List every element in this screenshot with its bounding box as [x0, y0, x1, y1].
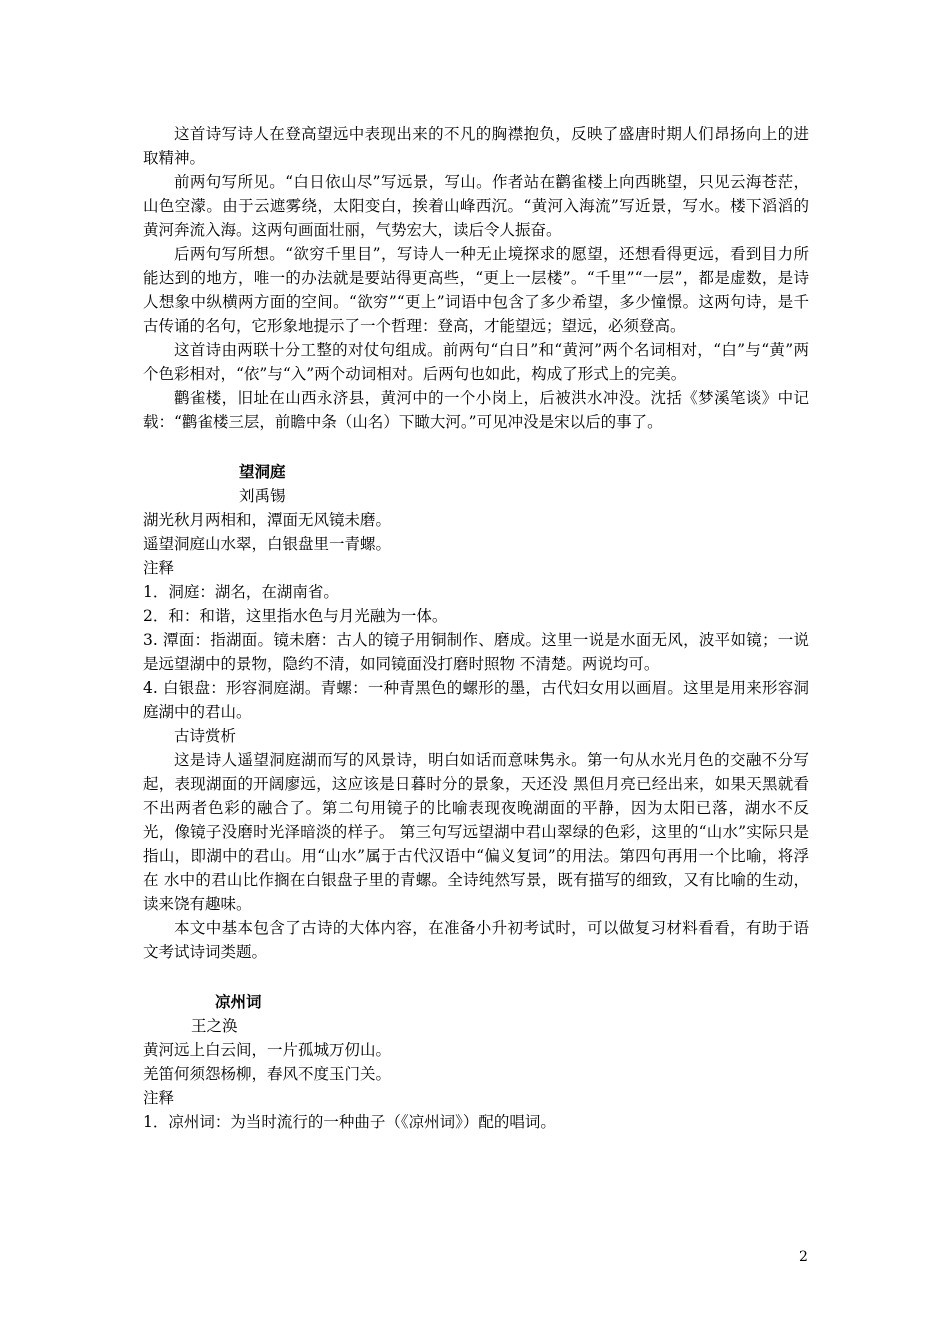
poem-line: 羌笛何须怨杨柳，春风不度玉门关。	[143, 1065, 392, 1083]
poem-title: 凉州词	[215, 992, 262, 1011]
appreciation-label: 古诗赏析	[174, 727, 237, 745]
body-paragraph: 鹳雀楼，旧址在山西永济县，黄河中的一个小岗上，后被洪水冲没。沈括《梦溪笔谈》中记载：“鹳雀楼三层，前瞻中条（山名）下瞰大河。”可见冲没是宋以后的事了。	[143, 389, 809, 431]
poem-title: 望洞庭	[239, 462, 286, 481]
note-item: 2．和：和谐，这里指水色与月光融为一体。	[143, 607, 448, 625]
body-paragraph: 后两句写所想。“欲穷千里目”，写诗人一种无止境探求的愿望，还想看得更远，看到目力所能达到的地方，唯一的办法就是要站得更高些，“更上一层楼”。“千里”“一层”，都是虚数，是诗人想象中纵横两方面的空间。“欲穷”“更上”词语中包含了多少希望，多少憧憬。这两句诗，是千古传诵的名句，它形象地提示了一个哲理：登高，才能望远；望远，必须登高。	[143, 245, 809, 335]
body-paragraph: 这首诗写诗人在登高望远中表现出来的不凡的胸襟抱负，反映了盛唐时期人们昂扬向上的进取精神。	[143, 125, 809, 167]
notes-label: 注释	[143, 559, 175, 577]
appreciation-paragraph: 本文中基本包含了古诗的大体内容，在准备小升初考试时，可以做复习材料看看，有助于语文考试诗词类题。	[143, 919, 809, 961]
note-item: 4. 白银盘：形容洞庭湖。青螺：一种青黑色的螺形的墨，古代妇女用以画眉。这里是用来形容洞庭湖中的君山。	[143, 679, 809, 721]
note-item: 1．洞庭：湖名，在湖南省。	[143, 583, 339, 601]
poem-line: 黄河远上白云间，一片孤城万仞山。	[143, 1041, 392, 1059]
notes-label: 注释	[143, 1089, 175, 1107]
body-paragraph: 前两句写所见。“白日依山尽”写远景，写山。作者站在鹳雀楼上向西眺望，只见云海苍茫，山色空濛。由于云遮雾绕，太阳变白，挨着山峰西沉。“黄河入海流”写近景，写水。楼下滔滔的黄河奔流入海。这两句画面壮丽，气势宏大，读后令人振奋。	[143, 173, 809, 239]
poem-line: 湖光秋月两相和，潭面无风镜未磨。	[143, 511, 392, 529]
note-item: 1．凉州词：为当时流行的一种曲子（《凉州词》）配的唱词。	[143, 1113, 556, 1131]
page-number: 2	[799, 1249, 808, 1265]
appreciation-paragraph: 这是诗人遥望洞庭湖而写的风景诗，明白如话而意味隽永。第一句从水光月色的交融不分写起，表现湖面的开阔廖远，这应该是日暮时分的景象，天还没 黑但月亮已经出来，如果天黑就看不出两者色彩的融合了。第二句用镜子的比喻表现夜晚湖面的平静，因为太阳已落，湖水不反光，像镜子没磨时光泽暗淡的样子。 第三句写远望湖中君山翠绿的色彩，这里的“山水”实际只是指山，即湖中的君山。用“山水”属于古代汉语中“偏义复词”的用法。第四句再用一个比喻，将浮在 水中的君山比作搁在白银盘子里的青螺。全诗纯然写景，既有描写的细致，又有比喻的生动，读来饶有趣味。	[143, 751, 809, 913]
body-paragraph: 这首诗由两联十分工整的对仗句组成。前两句“白日”和“黄河”两个名词相对，“白”与“黄”两个色彩相对，“依”与“入”两个动词相对。后两句也如此，构成了形式上的完美。	[143, 341, 809, 383]
poem-line: 遥望洞庭山水翠，白银盘里一青螺。	[143, 535, 392, 553]
note-item: 3. 潭面：指湖面。镜未磨：古人的镜子用铜制作、磨成。这里一说是水面无风，波平如镜；一说是远望湖中的景物，隐约不清，如同镜面没打磨时照物 不清楚。两说均可。	[143, 631, 809, 673]
poem-author: 王之涣	[191, 1017, 238, 1035]
poem-author: 刘禹锡	[239, 487, 286, 505]
page-content	[143, 122, 809, 1134]
